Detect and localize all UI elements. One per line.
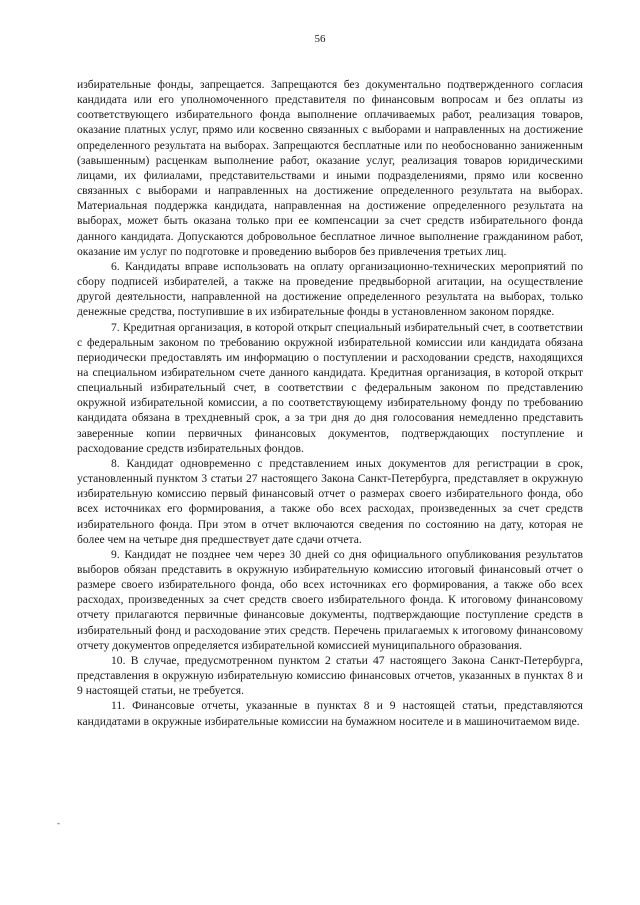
paragraph-continuation: избирательные фонды, запрещается. Запрещаются без документально подтвержденного согласия кандидата или его уполномоченного представителя по финансовым вопросам и без оплаты из соответствующего избирательного фонда выполнение оплачиваемых работ, реализация товаров, оказание платных услуг, прямо или косвенно связанных с выборами и направленных на достижение определенного результата на выборах. Запрещаются бесплатные или по необоснованно заниженным (завышенным) расценкам выполнение работ, оказание услуг, реализация товаров юридическими лицами, их филиалами, представительствами и иными подразделениями, прямо или косвенно связанных с выборами и направленных на достижение определенного результата на выборах. Материальная поддержка кандидата, направленная на достижение определенного результата на выборах, может быть оказана только при ее компенсации за счет средств избирательного фонда данного кандидата. Допускаются добровольное бесплатное личное выполнение гражданином работ, оказание им услуг по подготовке и проведению выборов без привлечения третьих лиц. <box>77 78 583 258</box>
margin-mark: - <box>57 818 60 828</box>
paragraph-8: 8. Кандидат одновременно с представлением иных документов для регистрации в срок, установленный пунктом 3 статьи 27 настоящего Закона Санкт-Петербурга, представляет в окружную избирательную комиссию первый финансовый отчет о размерах своего избирательного фонда, обо всех источниках его формирования, а также обо всех расходах, произведенных за счет средств избирательного фонда. При этом в отчет включаются сведения по состоянию на дату, которая не более чем на четыре дня предшествует дате сдачи отчета. <box>77 456 583 546</box>
page-number: 56 <box>314 33 326 45</box>
paragraph-7: 7. Кредитная организация, в которой открыт специальный избирательный счет, в соответствии с федеральным законом по требованию окружной избирательной комиссии или кандидата обязана периодически предоставлять им информацию о поступлении и расходовании средств, находящихся на специальном избирательном счете данного кандидата. Кредитная организация, в которой открыт специальный избирательный счет, в соответствии с федеральным законом по представлению окружной избирательной комиссии, а по соответствующему избирательному фонду по требованию кандидата обязана в трехдневный срок, а за три дня до дня голосования немедленно представить заверенные копии первичных финансовых документов, подтверждающих поступление и расходование средств избирательных фондов. <box>77 320 583 455</box>
paragraph-9: 9. Кандидат не позднее чем через 30 дней со дня официального опубликования результатов выборов обязан представить в окружную избирательную комиссию итоговый финансовый отчет о размере своего избирательного фонда, обо всех источниках его формирования, а также обо всех расходах, произведенных за счет средств своего избирательного фонда. К итоговому финансовому отчету прилагаются первичные финансовые документы, подтверждающие поступление средств в избирательный фонд и расходование этих средств. Перечень прилагаемых к итоговому финансовому отчету документов определяется избирательной комиссией муниципального образования. <box>77 547 583 652</box>
document-body <box>77 77 583 729</box>
paragraph-11: 11. Финансовые отчеты, указанные в пунктах 8 и 9 настоящей статьи, представляются кандидатами в окружные избирательные комиссии на бумажном носителе и в машиночитаемом виде. <box>77 699 583 728</box>
paragraph-10: 10. В случае, предусмотренном пунктом 2 статьи 47 настоящего Закона Санкт-Петербурга, представления в окружную избирательную комиссию финансовых отчетов, указанных в пунктах 8 и 9 настоящей статьи, не требуется. <box>77 653 583 698</box>
paragraph-6: 6. Кандидаты вправе использовать на оплату организационно-технических мероприятий по сбору подписей избирателей, а также на проведение предвыборной агитации, на осуществление другой деятельности, направленной на достижение определенного результата на выборах, только денежные средства, поступившие в их избирательные фонды в установленном законом порядке. <box>77 259 583 319</box>
